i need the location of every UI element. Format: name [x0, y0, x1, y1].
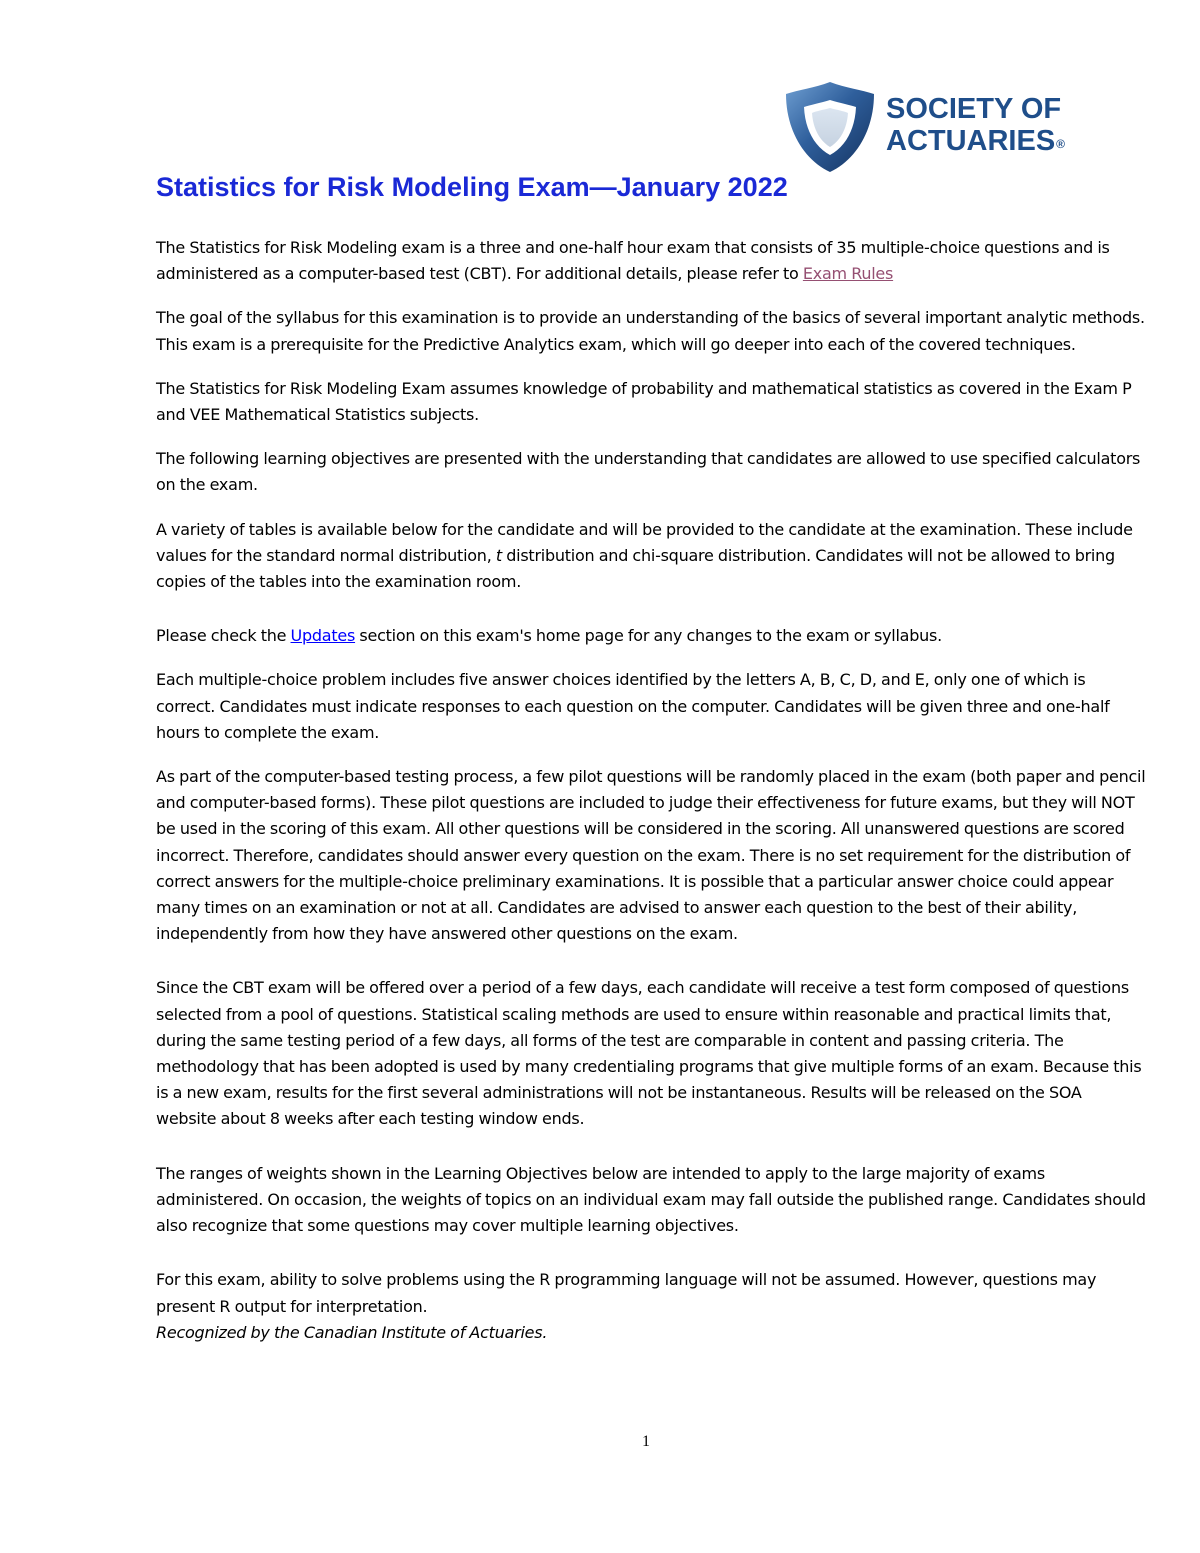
paragraph-exam-overview [156, 235, 1146, 287]
logo-line-2 [886, 125, 1065, 160]
paragraph-updates-text-2: section on this exam's home page for any changes to the exam or syllabus. [355, 626, 942, 646]
logo-line-1: SOCIETY OF [886, 93, 1062, 125]
paragraph-tables-text-1: A variety of tables is available below for the candidate and will be provided to the candidate at the examination. These include values for the standard normal distribution, [156, 519, 1133, 565]
paragraph-weights: The ranges of weights shown in the Learning Objectives below are intended to apply to the large majority of exams administered. On occasion, the weights of topics on an individual exam may fall outside the published range. Candidates should also recognize that some questions may cover multiple learning objectives. [156, 1163, 1146, 1236]
paragraph-updates [156, 623, 1146, 649]
soa-logo [784, 80, 1084, 176]
paragraph-prerequisites: The Statistics for Risk Modeling Exam assumes knowledge of probability and mathematical statistics as covered in the Exam P and VEE Mathematical Statistics subjects. [156, 378, 1132, 425]
updates-link[interactable]: Updates [290, 626, 356, 646]
exam-rules-link[interactable]: Exam Rules [802, 264, 894, 284]
paragraph-learning-objectives: The following learning objectives are presented with the understanding that candidates are allowed to use specified calculators on the exam. [156, 449, 1141, 495]
paragraph-updates-text-1: Please check the [156, 626, 291, 646]
paragraph-tables [156, 517, 1146, 596]
page-number: 1 [642, 1433, 650, 1450]
shield-icon [784, 80, 876, 174]
logo-wordmark [886, 93, 1065, 160]
paragraph-exam-overview-text: The Statistics for Risk Modeling exam is a three and one-half hour exam that consists of 35 multiple-choice questions and is administered as a computer-based test (CBT). For additional details, please refer to [156, 238, 1110, 284]
logo-line-2-text: ACTUARIES [886, 125, 1056, 157]
page-title: Statistics for Risk Modeling Exam—January 2022 [156, 172, 788, 202]
document-body [156, 235, 1146, 1364]
paragraph-cia-recognition: Recognized by the Canadian Institute of Actuaries. [156, 1322, 548, 1342]
paragraph-pilot-questions: As part of the computer-based testing process, a few pilot questions will be randomly placed in the exam (both paper and pencil and computer-based forms). These pilot questions are included to judge their effectiveness for future exams, but they will NOT be used in the scoring of this exam. All other questions will be considered in the scoring. All unanswered questions are scored incorrect. Therefore, candidates should answer every question on the exam. There is no set requirement for the distribution of correct answers for the multiple-choice preliminary examinations. It is possible that a particular answer choice could appear many times on an examination or not at all. Candidates are advised to answer each question to the best of their ability, independently from how they have answered other questions on the exam. [156, 767, 1146, 944]
paragraph-cbt-scaling: Since the CBT exam will be offered over a period of a few days, each candidate will receive a test form composed of questions selected from a pool of questions. Statistical scaling methods are used to ensure within reasonable and practical limits that, during the same testing period of a few days, all forms of the test are comparable in content and passing criteria. The methodology that has been adopted is used by many credentialing programs that give multiple forms of an exam. Because this is a new exam, results for the first several administrations will not be instantaneous. Results will be released on the SOA website about 8 weeks after each testing window ends. [156, 978, 1142, 1129]
paragraph-syllabus-goal: The goal of the syllabus for this examination is to provide an understanding of the basics of several important analytic methods. This exam is a prerequisite for the Predictive Analytics exam, which will go deeper into each of the covered techniques. [156, 308, 1145, 354]
t-distribution-letter: t [495, 545, 502, 565]
paragraph-r-language: For this exam, ability to solve problems using the R programming language will not be assumed. However, questions may present R output for interpretation. [156, 1270, 1097, 1316]
paragraph-tables-text-2: distribution and chi-square distribution. Candidates will not be allowed to bring copies of the tables into the examination room. [156, 545, 1115, 592]
registered-mark: ® [1056, 137, 1066, 151]
paragraph-multiple-choice: Each multiple-choice problem includes five answer choices identified by the letters A, B, C, D, and E, only one of which is correct. Candidates must indicate responses to each question on the computer. Candidates will be given three and one-half hours to complete the exam. [156, 670, 1110, 742]
